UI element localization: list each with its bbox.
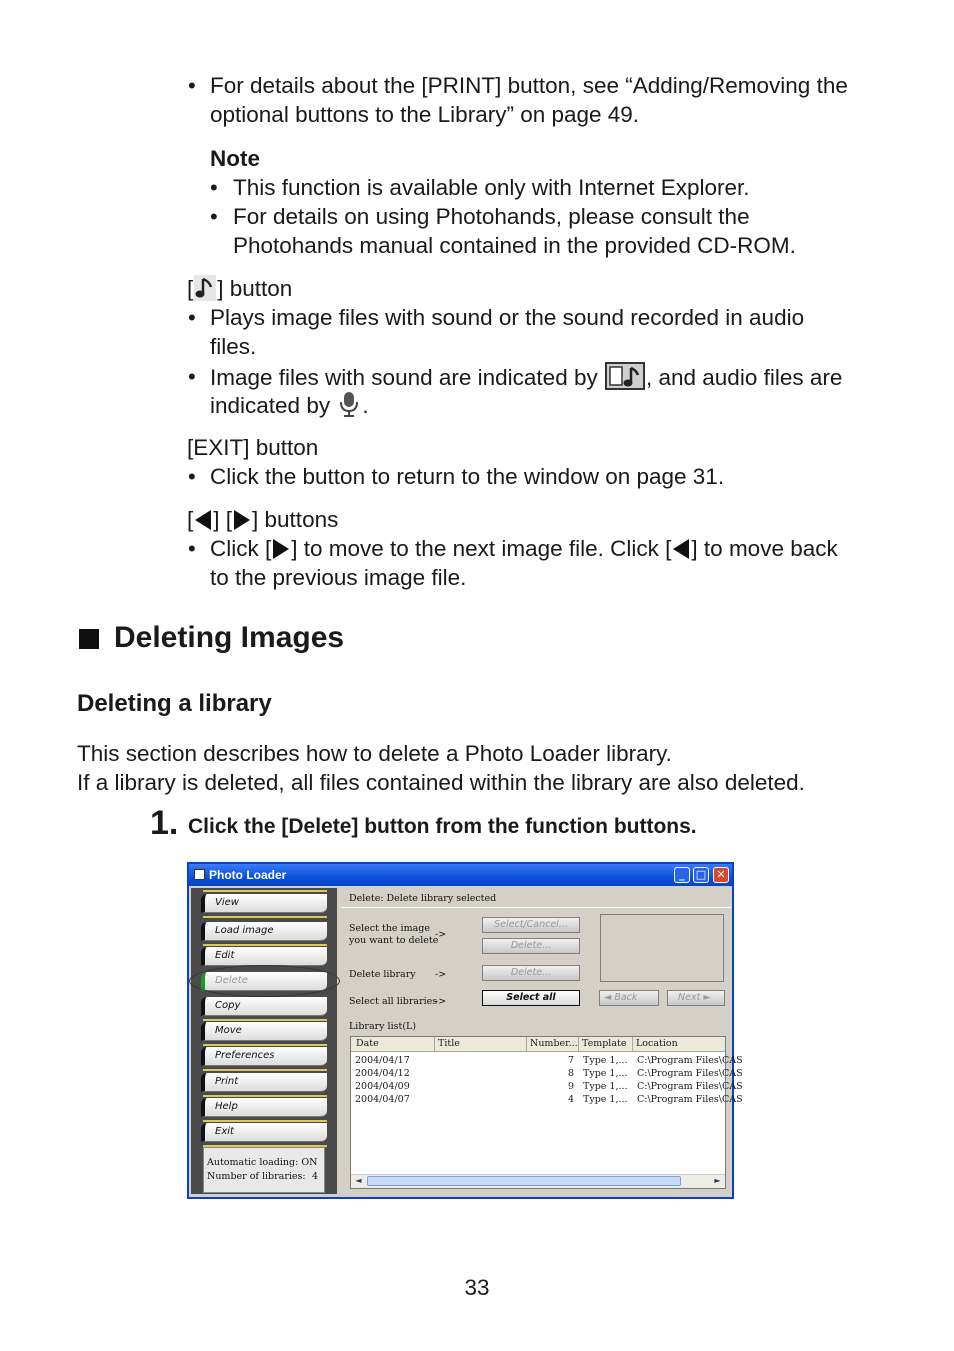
bullet-dot: • xyxy=(188,536,196,561)
print-bullet-line2: optional buttons to the Library” on page 49. xyxy=(210,102,640,127)
step-text: Click the [Delete] button from the function buttons. xyxy=(188,815,697,838)
load-image-button[interactable]: Load image xyxy=(201,922,327,941)
arrow-2: -> xyxy=(435,969,447,980)
arrow-1: -> xyxy=(435,929,447,940)
library-count-row xyxy=(207,1170,324,1184)
button-separator xyxy=(203,916,327,918)
print-bullet-line1: For details about the [PRINT] button, see “Adding/Removing the xyxy=(210,73,848,98)
left-triangle-icon xyxy=(195,510,211,530)
table-row-number: 9 xyxy=(567,1081,574,1092)
maximize-icon[interactable]: □ xyxy=(693,867,709,883)
table-row-date[interactable]: 2004/04/17 xyxy=(355,1055,410,1066)
arrow-3: -> xyxy=(435,996,447,1007)
table-row-number: 4 xyxy=(567,1094,574,1105)
table-row-number: 8 xyxy=(567,1068,574,1079)
section-title: Deleting Images xyxy=(114,621,345,654)
image-with-sound-icon xyxy=(605,362,645,397)
microphone-icon xyxy=(337,390,361,425)
copy-button[interactable]: Copy xyxy=(201,997,327,1016)
close-icon[interactable]: ✕ xyxy=(713,867,729,883)
section-square-icon xyxy=(79,629,99,649)
mode-text: Delete: Delete library selected xyxy=(349,893,497,904)
sound-button-heading: [ ] button xyxy=(187,274,292,308)
window-titlebar xyxy=(189,864,732,886)
sound-bullet-2-line1: Image files with sound are indicated by , and audio files are xyxy=(210,362,842,397)
table-row-template: Type 1,... xyxy=(583,1068,628,1079)
button-separator xyxy=(203,1120,327,1122)
instruction-select-line2: you want to delete xyxy=(349,935,439,946)
subsection-title: Deleting a library xyxy=(77,690,272,717)
table-row-template: Type 1,... xyxy=(583,1094,628,1105)
bullet-dot: • xyxy=(188,364,196,389)
right-triangle-icon xyxy=(234,510,250,530)
minimize-icon[interactable]: _ xyxy=(674,867,690,883)
table-row-location: C:\Program Files\CAS xyxy=(637,1081,743,1092)
note-item-2-line2: Photohands manual contained in the provided CD-ROM. xyxy=(233,233,796,258)
list-header xyxy=(351,1037,725,1052)
table-row-template: Type 1,... xyxy=(583,1055,628,1066)
app-icon xyxy=(194,869,205,880)
button-separator xyxy=(203,1095,327,1097)
status-panel xyxy=(203,1147,325,1193)
library-list[interactable] xyxy=(350,1036,743,1189)
preferences-button[interactable]: Preferences xyxy=(201,1047,327,1066)
right-triangle-icon xyxy=(273,539,289,559)
back-arrow-icon: ◄ xyxy=(604,992,615,1003)
view-button[interactable]: View xyxy=(201,894,327,913)
delete-button[interactable]: Delete xyxy=(201,972,327,991)
library-list-label: Library list(L) xyxy=(349,1021,417,1032)
window-title: Photo Loader xyxy=(209,868,287,882)
delete-library-button[interactable]: Delete... xyxy=(482,965,580,981)
table-row-location: C:\Program Files\CAS xyxy=(637,1055,743,1066)
button-separator xyxy=(203,1019,327,1021)
next-arrow-icon: ► xyxy=(700,992,711,1003)
intro-line1: This section describes how to delete a Photo Loader library. xyxy=(77,741,672,766)
move-button[interactable]: Move xyxy=(201,1022,327,1041)
button-separator xyxy=(203,1044,327,1046)
column-header-location[interactable]: Location xyxy=(636,1038,678,1049)
column-header-date[interactable]: Date xyxy=(353,1037,435,1051)
table-row-date[interactable]: 2004/04/12 xyxy=(355,1068,410,1079)
button-separator xyxy=(203,890,327,892)
nav-buttons-heading: [ ] [ ] buttons xyxy=(187,507,339,532)
table-row-date[interactable]: 2004/04/07 xyxy=(355,1094,410,1105)
step-number: 1. xyxy=(150,804,179,842)
library-count-label: Number of libraries: xyxy=(207,1171,306,1182)
column-header-title[interactable]: Title xyxy=(435,1037,527,1051)
horizontal-scrollbar[interactable] xyxy=(351,1174,725,1188)
image-preview-box xyxy=(600,914,724,982)
table-row-date[interactable]: 2004/04/09 xyxy=(355,1081,410,1092)
help-button[interactable]: Help xyxy=(201,1098,327,1117)
column-header-number[interactable]: Number... xyxy=(527,1037,579,1051)
instruction-select-line1: Select the image xyxy=(349,923,430,934)
exit-button-heading: [EXIT] button xyxy=(187,435,319,460)
bullet-dot: • xyxy=(188,464,196,489)
table-row-number: 7 xyxy=(567,1055,574,1066)
exit-button[interactable]: Exit xyxy=(201,1123,327,1142)
sound-bullet-2-line2: indicated by . xyxy=(210,390,369,425)
nav-bullet-line2: to the previous image file. xyxy=(210,565,467,590)
column-header-template[interactable]: Template xyxy=(579,1037,633,1051)
print-button[interactable]: Print xyxy=(201,1073,327,1092)
function-buttons-panel xyxy=(191,888,337,1194)
bullet-dot: • xyxy=(188,73,196,98)
edit-button[interactable]: Edit xyxy=(201,947,327,966)
exit-bullet: Click the button to return to the window on page 31. xyxy=(210,464,725,489)
delete-images-button[interactable]: Delete... xyxy=(482,938,580,954)
next-button[interactable]: Next ► xyxy=(667,990,725,1006)
page-number: 33 xyxy=(464,1275,490,1300)
intro-line2: If a library is deleted, all files contained within the library are also deleted. xyxy=(77,770,805,795)
auto-loading-status: Automatic loading: ON xyxy=(207,1157,318,1168)
bullet-dot: • xyxy=(210,204,218,229)
sound-bullet-1-line1: Plays image files with sound or the sound recorded in audio xyxy=(210,305,805,330)
bullet-dot: • xyxy=(188,305,196,330)
note-item-2-line1: For details on using Photohands, please consult the xyxy=(233,204,750,229)
scroll-thumb[interactable] xyxy=(367,1176,681,1186)
bullet-dot: • xyxy=(210,175,218,200)
button-separator xyxy=(203,1069,327,1071)
delete-highlight-ellipse xyxy=(189,965,340,997)
scroll-left-icon[interactable]: ◄ xyxy=(355,1176,362,1185)
select-cancel-button[interactable]: Select/Cancel... xyxy=(482,917,580,933)
instruction-select-all: Select all libraries xyxy=(349,996,438,1007)
instruction-delete-library: Delete library xyxy=(349,969,416,980)
photo-loader-window xyxy=(187,862,743,1199)
table-row-location: C:\Program Files\CAS xyxy=(637,1094,743,1105)
table-row-template: Type 1,... xyxy=(583,1081,628,1092)
divider xyxy=(341,907,731,908)
nav-bullet-line1: Click [ ] to move to the next image file. Click [ ] to move back xyxy=(210,536,838,561)
scroll-right-icon[interactable]: ► xyxy=(714,1176,721,1185)
select-all-button[interactable]: Select all xyxy=(482,990,580,1006)
back-button[interactable]: ◄ Back xyxy=(599,990,659,1006)
sound-bullet-1-line2: files. xyxy=(210,334,257,359)
table-row-location: C:\Program Files\CAS xyxy=(637,1068,743,1079)
button-separator xyxy=(203,944,327,946)
note-heading: Note xyxy=(210,146,260,171)
left-triangle-icon xyxy=(673,539,689,559)
note-item-1: This function is available only with Internet Explorer. xyxy=(233,175,750,200)
library-count-value: 4 xyxy=(311,1171,318,1182)
